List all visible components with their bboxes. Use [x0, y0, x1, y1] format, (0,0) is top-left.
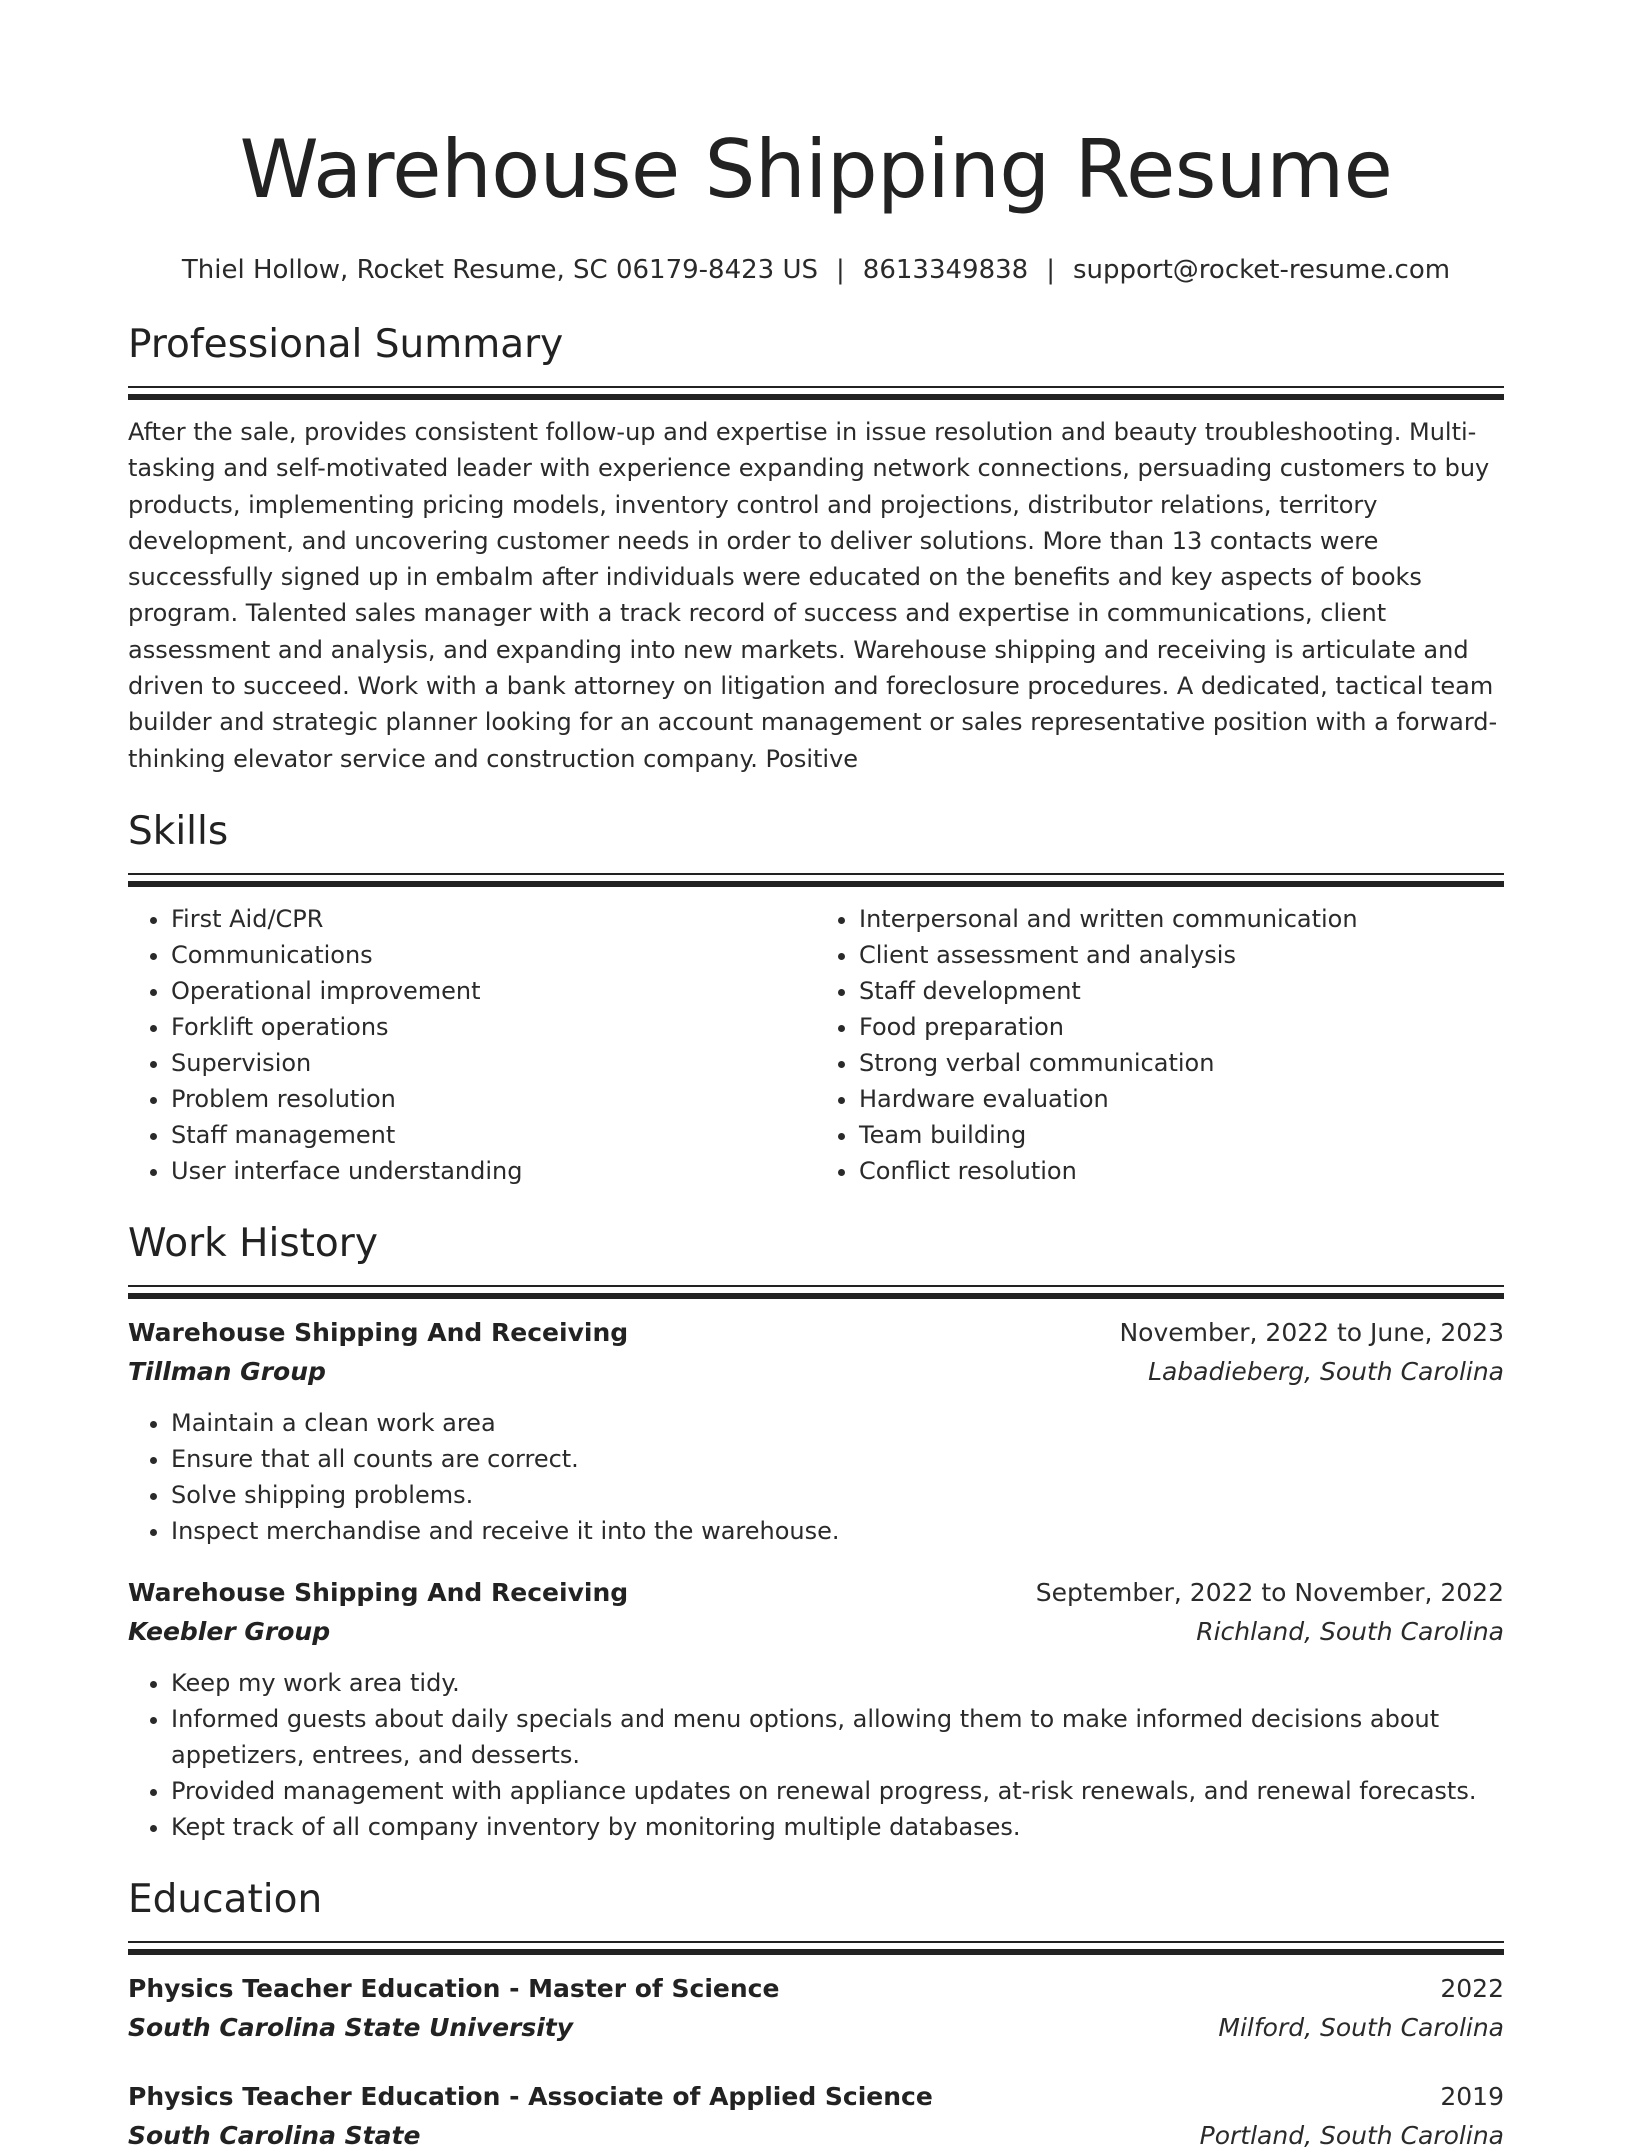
resume-title: Warehouse Shipping Resume — [239, 123, 1393, 216]
job-location: Richland, South Carolina — [1196, 1616, 1504, 1646]
job-company: Keebler Group — [128, 1616, 331, 1646]
job-title: Warehouse Shipping And Receiving — [128, 1317, 629, 1347]
education-header-row — [128, 2077, 1504, 2116]
job-entry — [128, 1313, 1504, 1549]
skill-item: • User interface understanding — [171, 1153, 816, 1189]
education-school: South Carolina State — [128, 2120, 421, 2150]
resume-content — [128, 118, 1504, 2155]
education-year: 2022 — [1440, 1973, 1504, 2003]
job-header-row — [128, 1313, 1504, 1352]
job-bullet: • Informed guests about daily specials and menu options, allowing them to make informed decisions about appetizers, entrees, and desserts. — [171, 1701, 1504, 1773]
job-bullets — [128, 1665, 1504, 1845]
work-history-section — [128, 1219, 1504, 1845]
skills-list-left — [128, 901, 816, 1189]
skill-item: • Supervision — [171, 1045, 816, 1081]
skill-item: • Hardware evaluation — [859, 1081, 1504, 1117]
job-location: Labadieberg, South Carolina — [1148, 1356, 1504, 1386]
education-heading: Education — [128, 1876, 323, 1922]
job-bullet: • Ensure that all counts are correct. — [171, 1441, 1504, 1477]
skill-item: • First Aid/CPR — [171, 901, 816, 937]
contact-line — [128, 252, 1504, 288]
job-company-row — [128, 1612, 1504, 1651]
job-bullet: • Inspect merchandise and receive it into the warehouse. — [171, 1513, 1504, 1549]
job-bullet: • Kept track of all company inventory by monitoring multiple databases. — [171, 1809, 1504, 1845]
education-school: South Carolina State University — [128, 2012, 574, 2042]
contact-separator: | — [836, 255, 845, 285]
job-header-row — [128, 1573, 1504, 1612]
section-divider — [128, 873, 1504, 887]
job-company-row — [128, 1352, 1504, 1391]
education-entry — [128, 1969, 1504, 2047]
job-bullet: • Maintain a clean work area — [171, 1405, 1504, 1441]
education-year: 2019 — [1440, 2081, 1504, 2111]
job-bullet: • Keep my work area tidy. — [171, 1665, 1504, 1701]
skill-item: • Staff management — [171, 1117, 816, 1153]
contact-separator: | — [1046, 255, 1055, 285]
skill-item: • Operational improvement — [171, 973, 816, 1009]
skill-item: • Client assessment and analysis — [859, 937, 1504, 973]
contact-address: Thiel Hollow, Rocket Resume, SC 06179-8423 US — [181, 255, 819, 285]
work-history-heading: Work History — [128, 1220, 378, 1266]
education-school-row — [128, 2116, 1504, 2155]
section-divider — [128, 386, 1504, 400]
education-section — [128, 1875, 1504, 2155]
education-location: Portland, South Carolina — [1199, 2120, 1504, 2150]
skill-item: • Problem resolution — [171, 1081, 816, 1117]
job-dates: November, 2022 to June, 2023 — [1119, 1317, 1504, 1347]
job-title: Warehouse Shipping And Receiving — [128, 1577, 629, 1607]
summary-section — [128, 320, 1504, 777]
skills-list-right — [816, 901, 1504, 1189]
skills-section — [128, 807, 1504, 1189]
skill-item: • Food preparation — [859, 1009, 1504, 1045]
skill-item: • Conflict resolution — [859, 1153, 1504, 1189]
skills-heading: Skills — [128, 808, 229, 854]
skill-item: • Staff development — [859, 973, 1504, 1009]
job-company: Tillman Group — [128, 1356, 326, 1386]
contact-phone: 8613349838 — [862, 255, 1029, 285]
skills-columns — [128, 901, 1504, 1189]
education-location: Milford, South Carolina — [1218, 2012, 1504, 2042]
job-entry — [128, 1573, 1504, 1845]
skill-item: • Interpersonal and written communication — [859, 901, 1504, 937]
summary-heading: Professional Summary — [128, 322, 564, 367]
skill-item: • Team building — [859, 1117, 1504, 1153]
section-divider — [128, 1941, 1504, 1955]
section-divider — [128, 1285, 1504, 1299]
skill-item: • Forklift operations — [171, 1009, 816, 1045]
education-degree: Physics Teacher Education - Associate of Applied Science — [128, 2081, 933, 2111]
summary-text: After the sale, provides consistent follow-up and expertise in issue resolution and beauty troubleshooting. Multi-tasking and self-motivated leader with experience expanding network connections, persuading customers to buy products, implementing pricing models, inventory control and projections, distributor relations, territory development, and uncovering customer needs in order to deliver solutions. More than 13 contacts were successfully signed up in embalm after individuals were educated on the benefits and key aspects of books program. Talented sales manager with a track record of success and expertise in communications, client assessment and analysis, and expanding into new markets. Warehouse shipping and receiving is articulate and driven to succeed. Work with a bank attorney on litigation and foreclosure procedures. A dedicated, tactical team builder and strategic planner looking for an account management or sales representative position with a forward-thinking elevator service and construction company. Positive — [128, 418, 1498, 773]
education-entry — [128, 2077, 1504, 2155]
education-degree: Physics Teacher Education - Master of Science — [128, 1973, 780, 2003]
skill-item: • Communications — [171, 937, 816, 973]
education-school-row — [128, 2008, 1504, 2047]
education-header-row — [128, 1969, 1504, 2008]
contact-email[interactable]: support@rocket-resume.com — [1072, 255, 1451, 285]
job-bullet: • Provided management with appliance updates on renewal progress, at-risk renewals, and renewal forecasts. — [171, 1773, 1504, 1809]
job-bullet: • Solve shipping problems. — [171, 1477, 1504, 1513]
job-bullets — [128, 1405, 1504, 1549]
job-dates: September, 2022 to November, 2022 — [1035, 1577, 1504, 1607]
skill-item: • Strong verbal communication — [859, 1045, 1504, 1081]
